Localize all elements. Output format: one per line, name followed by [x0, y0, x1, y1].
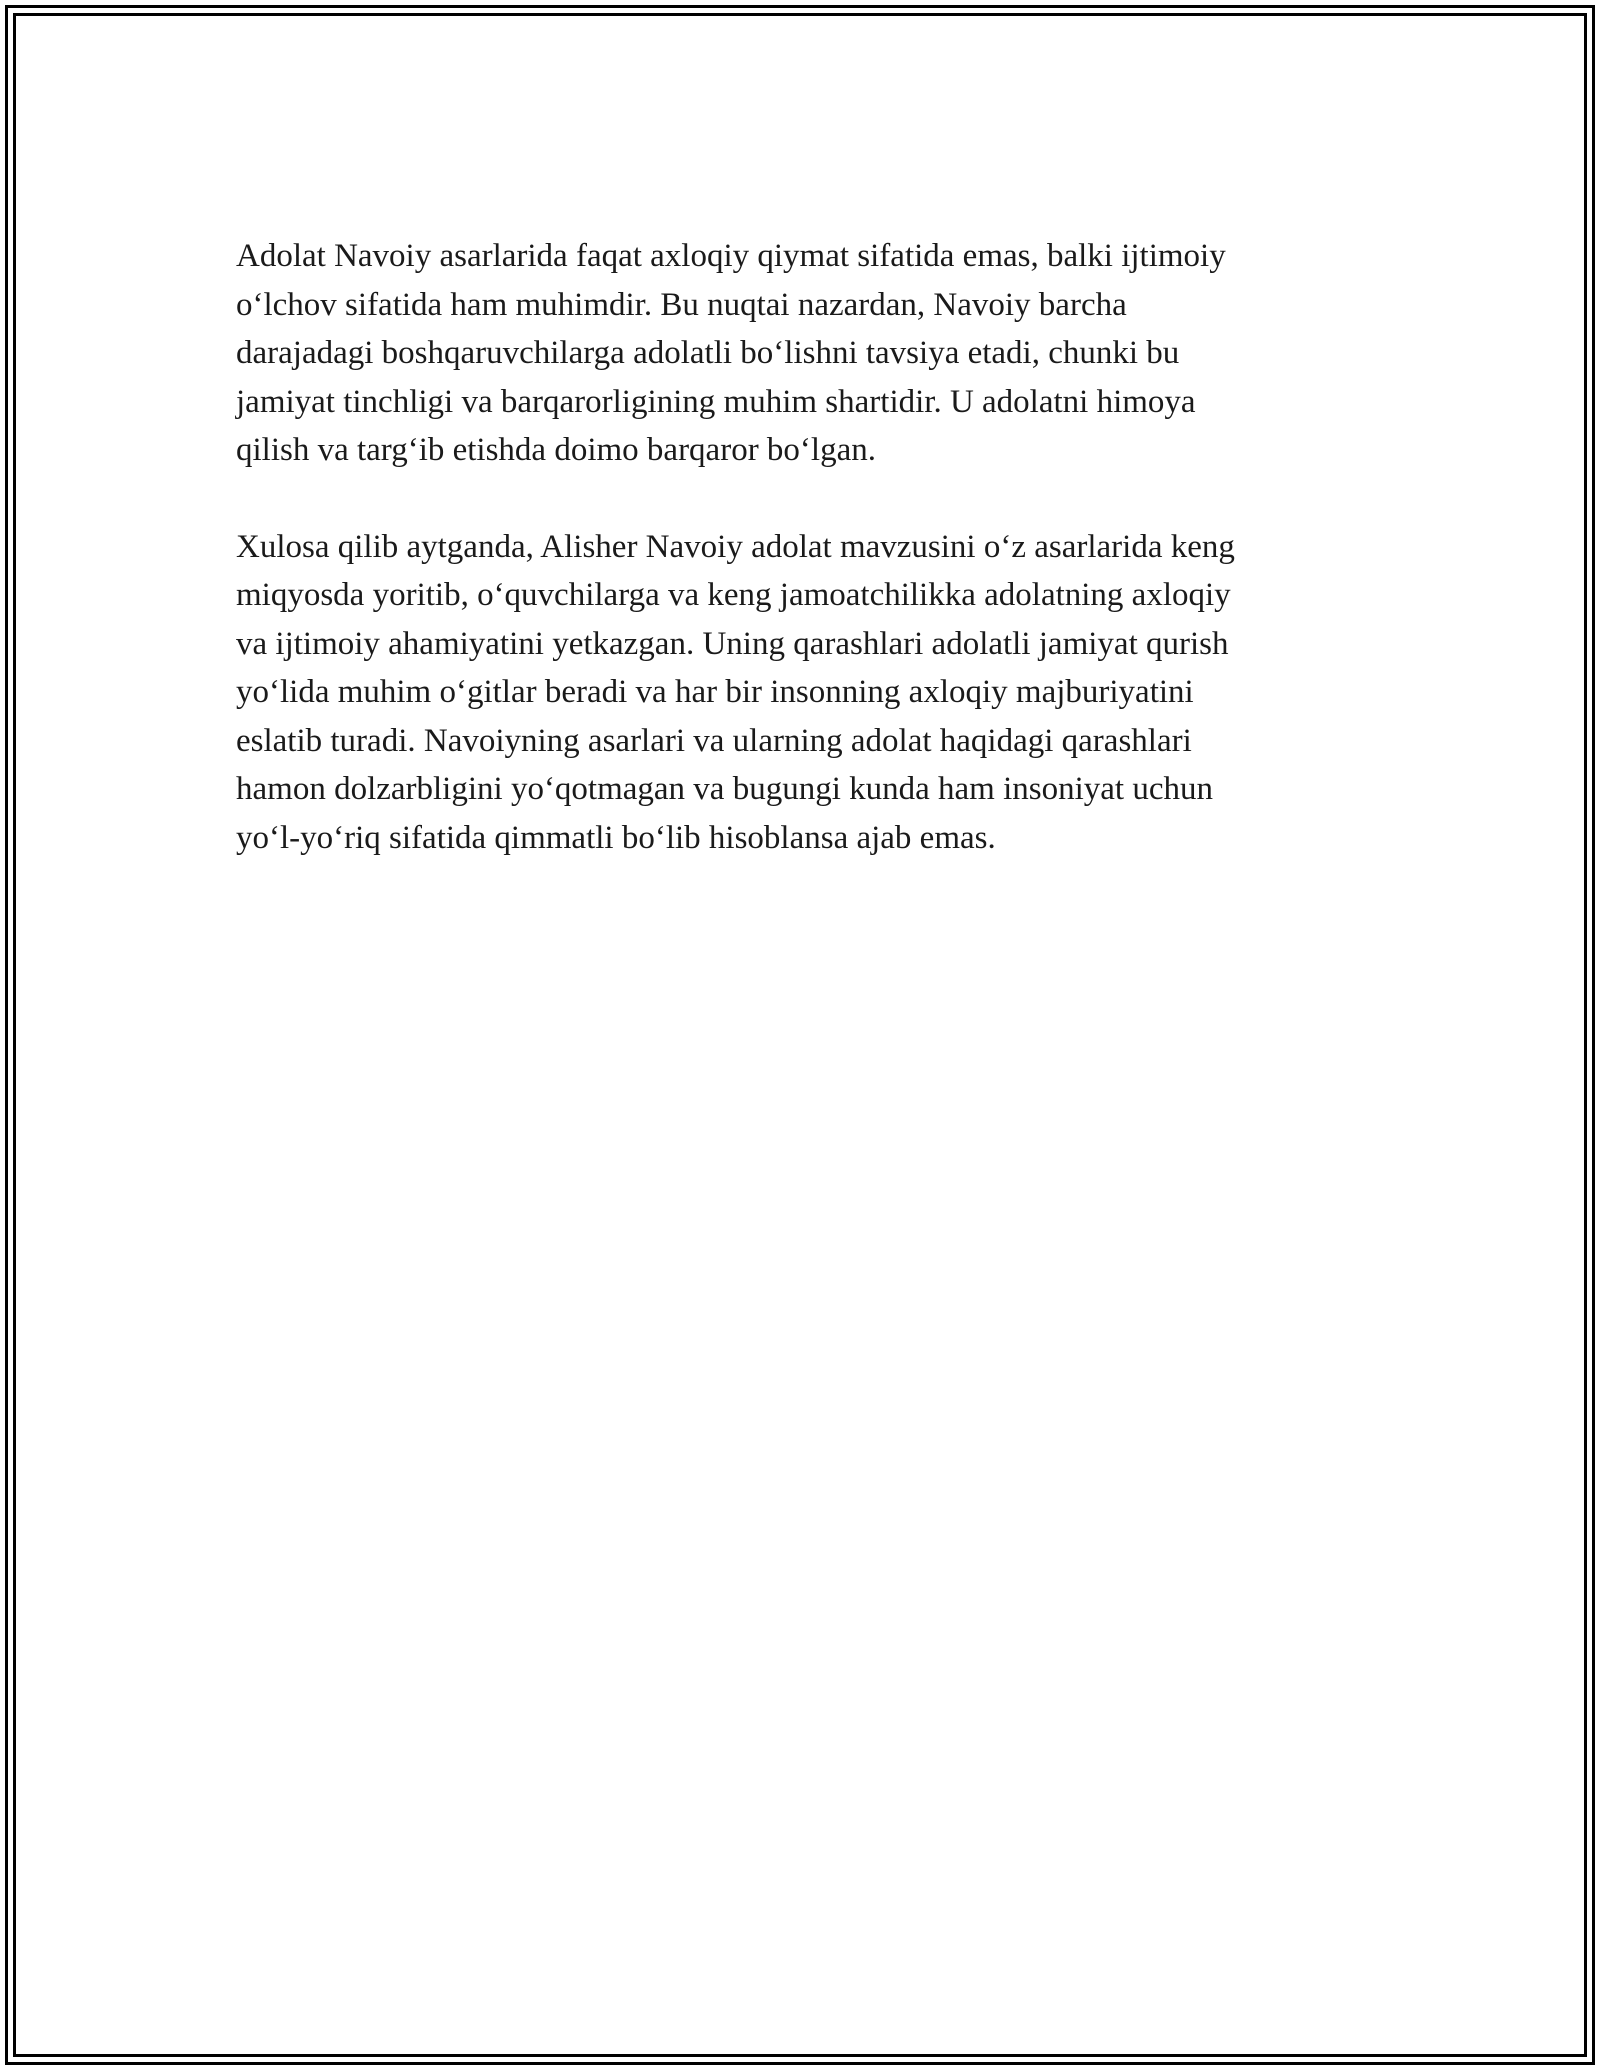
- document-body: [236, 232, 1366, 862]
- paragraph-justice-social-measure: Adolat Navoiy asarlarida faqat axloqiy qiymat sifatida emas, balki ijtimoiy o‘lchov sifatida ham muhimdir. Bu nuqtai nazardan, Navoiy barcha darajadagi boshqaruvchilarga adolatli bo‘lishni tavsiya etadi, chunki bu jamiyat tinchligi va barqarorligining muhim shartidir. U adolatni himoya qilish va targ‘ib etishda doimo barqaror bo‘lgan.: [236, 238, 1226, 468]
- paragraph-conclusion: Xulosa qilib aytganda, Alisher Navoiy adolat mavzusini o‘z asarlarida keng miqyosda yoritib, o‘quvchilarga va keng jamoatchilikka adolatning axloqiy va ijtimoiy ahamiyatini yetkazgan. Uning qarashlari adolatli jamiyat qurish yo‘lida muhim o‘gitlar beradi va har bir insonning axloqiy majburiyatini eslatib turadi. Navoiyning asarlari va ularning adolat haqidagi qarashlari hamon dolzarbligini yo‘qotmagan va bugungi kunda ham insoniyat uchun yo‘l-yo‘riq sifatida qimmatli bo‘lib hisoblansa ajab emas.: [236, 528, 1235, 856]
